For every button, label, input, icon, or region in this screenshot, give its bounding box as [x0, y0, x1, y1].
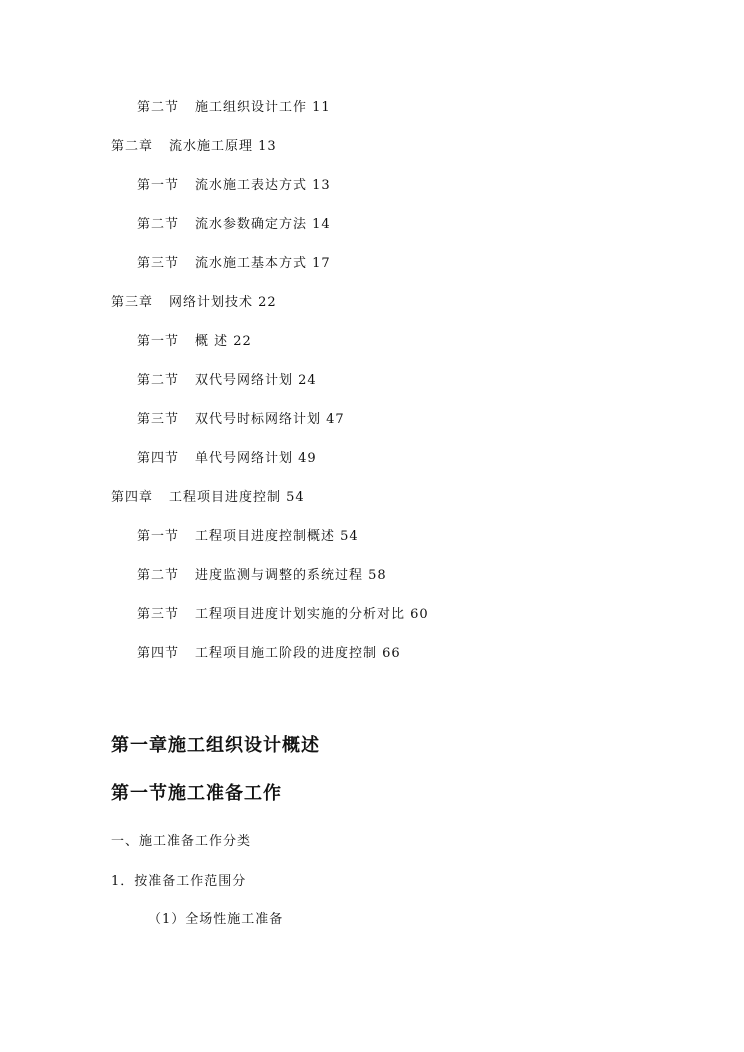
toc-entry-label: 第二节 — [137, 373, 180, 388]
toc-entry[interactable] — [137, 529, 359, 545]
category-subheading: 一、施工准备工作分类 — [111, 834, 252, 849]
toc-entry-title: 工程项目进度控制概述 54 — [195, 529, 359, 544]
toc-entry-title: 工程项目进度控制 54 — [169, 490, 305, 505]
toc-entry-label: 第三章 — [111, 295, 154, 310]
section-heading: 第一节施工准备工作 — [111, 783, 282, 804]
toc-entry-label: 第二节 — [137, 100, 180, 115]
toc-entry-title: 施工组织设计工作 11 — [195, 100, 331, 115]
sub-item: （1）全场性施工准备 — [148, 912, 284, 927]
toc-entry-title: 单代号网络计划 49 — [195, 451, 317, 466]
toc-entry-label: 第三节 — [137, 607, 180, 622]
toc-entry[interactable] — [137, 373, 317, 389]
toc-entry[interactable] — [137, 217, 331, 233]
toc-entry[interactable] — [137, 334, 252, 350]
toc-entry[interactable] — [137, 178, 331, 194]
toc-entry-title: 流水施工原理 13 — [169, 139, 277, 154]
toc-entry[interactable] — [111, 490, 305, 506]
toc-entry-label: 第三节 — [137, 256, 180, 271]
toc-entry-label: 第四节 — [137, 646, 180, 661]
toc-entry-label: 第四章 — [111, 490, 154, 505]
toc-entry-label: 第一节 — [137, 178, 180, 193]
toc-entry[interactable] — [137, 646, 401, 662]
toc-entry-label: 第二节 — [137, 217, 180, 232]
toc-entry-label: 第三节 — [137, 412, 180, 427]
toc-entry-title: 进度监测与调整的系统过程 58 — [195, 568, 387, 583]
toc-entry-title: 概 述 22 — [195, 334, 252, 349]
toc-entry-title: 流水施工基本方式 17 — [195, 256, 331, 271]
toc-entry[interactable] — [137, 451, 317, 467]
toc-entry-title: 流水参数确定方法 14 — [195, 217, 331, 232]
toc-entry-label: 第二章 — [111, 139, 154, 154]
toc-entry[interactable] — [111, 139, 277, 155]
toc-entry-label: 第一节 — [137, 529, 180, 544]
toc-entry-title: 网络计划技术 22 — [169, 295, 277, 310]
numbered-item: 1．按准备工作范围分 — [111, 874, 247, 889]
toc-entry-title: 双代号时标网络计划 47 — [195, 412, 345, 427]
toc-entry[interactable] — [137, 568, 387, 584]
toc-entry-label: 第一节 — [137, 334, 180, 349]
toc-entry-title: 工程项目施工阶段的进度控制 66 — [195, 646, 401, 661]
chapter-heading: 第一章施工组织设计概述 — [111, 735, 320, 756]
toc-entry-label: 第四节 — [137, 451, 180, 466]
toc-entry-title: 工程项目进度计划实施的分析对比 60 — [195, 607, 429, 622]
toc-entry[interactable] — [137, 412, 345, 428]
toc-entry-label: 第二节 — [137, 568, 180, 583]
toc-entry-title: 双代号网络计划 24 — [195, 373, 317, 388]
toc-entry[interactable] — [137, 607, 429, 623]
toc-entry[interactable] — [137, 100, 331, 116]
toc-entry[interactable] — [137, 256, 331, 272]
toc-entry-title: 流水施工表达方式 13 — [195, 178, 331, 193]
toc-entry[interactable] — [111, 295, 277, 311]
